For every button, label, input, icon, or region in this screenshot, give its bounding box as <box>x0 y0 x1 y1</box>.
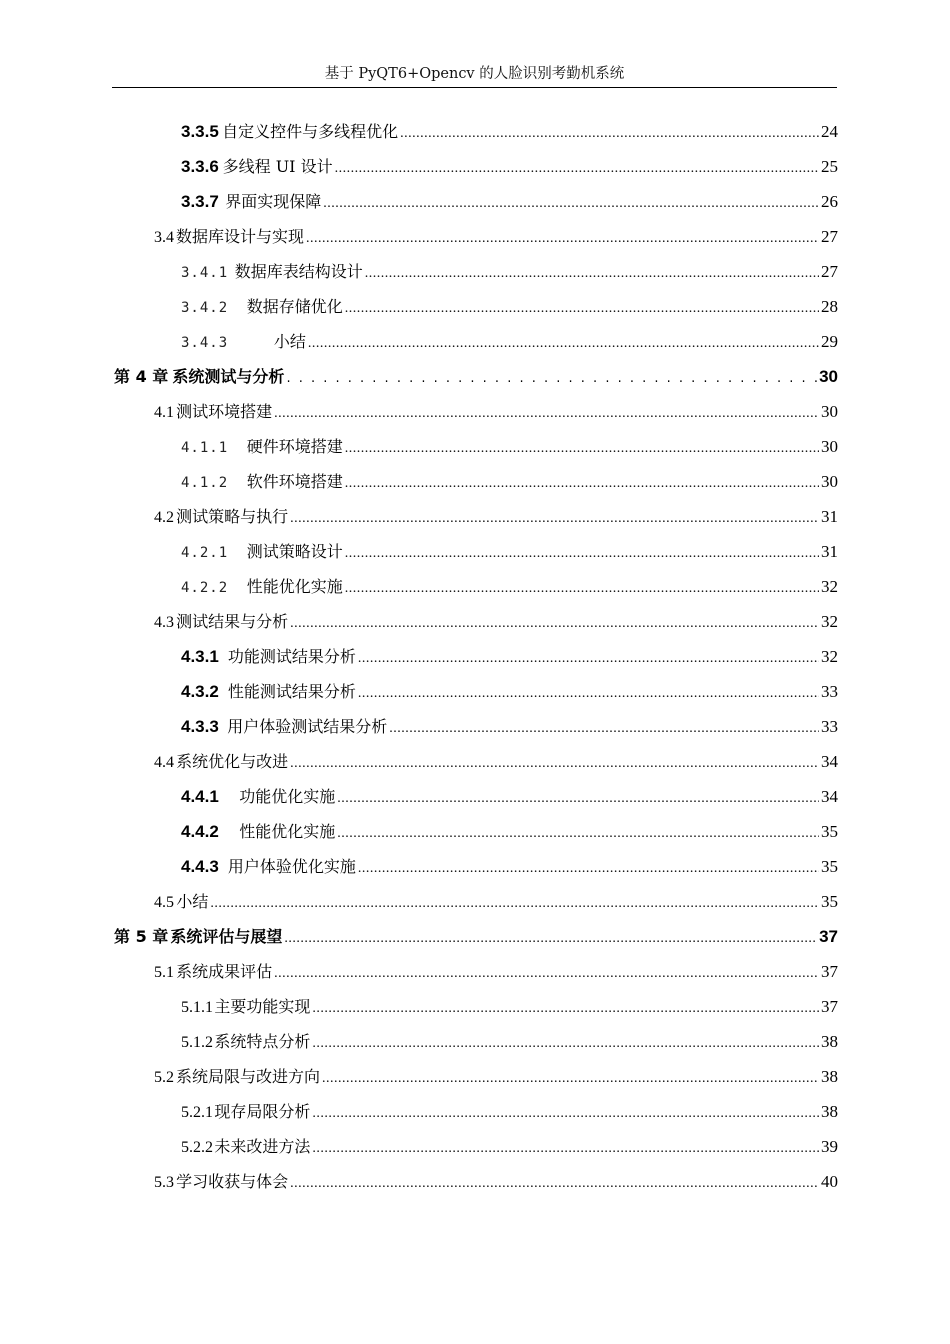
toc-page-number: 37 <box>821 962 838 981</box>
toc-page-number: 35 <box>821 857 838 876</box>
toc-entry-3-4-1[interactable] <box>181 254 838 289</box>
toc-leader <box>345 429 819 466</box>
toc-title: 用户体验测试结果分析 <box>227 717 388 736</box>
toc-page-number: 39 <box>821 1137 838 1156</box>
toc-leader <box>345 464 819 501</box>
toc-title: 系统局限与改进方向 <box>175 1067 320 1086</box>
toc-number: 4.3 <box>154 614 174 631</box>
toc-title: 主要功能实现 <box>214 997 311 1016</box>
toc-leader <box>286 359 817 396</box>
toc-number: 4.4.2 <box>181 822 219 841</box>
toc-page-number: 34 <box>821 787 838 806</box>
toc-number: 5.1.1 <box>181 999 213 1016</box>
toc-number: 3.3.7 <box>181 192 219 211</box>
toc-entry-5-1-2[interactable] <box>181 1024 838 1059</box>
toc-title: 数据库设计与实现 <box>176 227 305 246</box>
toc-leader <box>358 674 819 711</box>
toc-leader <box>274 394 819 431</box>
toc-number: 5.3 <box>154 1174 174 1191</box>
toc-title: 性能优化实施 <box>246 577 343 596</box>
toc-entry-5-1[interactable] <box>154 954 838 989</box>
toc-page-number: 26 <box>821 192 838 211</box>
toc-number: 4.5 <box>154 894 174 911</box>
toc-page-number: 38 <box>821 1102 838 1121</box>
toc-entry-4-3-2[interactable] <box>181 674 838 709</box>
toc-page-number: 24 <box>821 122 838 141</box>
toc-number: 5.2 <box>154 1069 174 1086</box>
toc-leader <box>274 954 819 991</box>
toc-page-number: 38 <box>821 1067 838 1086</box>
toc-title: 数据存储优化 <box>246 297 343 316</box>
toc-title: 学习收获与体会 <box>176 1172 289 1191</box>
toc-title: 未来改进方法 <box>214 1137 311 1156</box>
toc-entry-4-4-2[interactable] <box>181 814 838 849</box>
toc-page-number: 30 <box>821 437 838 456</box>
header-rule <box>112 87 837 88</box>
toc-leader <box>284 919 817 956</box>
toc-title: 性能优化实施 <box>239 822 336 841</box>
toc-number: 第 4 章 <box>114 367 169 386</box>
toc-title: 系统测试与分析 <box>172 367 285 386</box>
toc-entry-4-4-3[interactable] <box>181 849 838 884</box>
toc-entry-5-2-1[interactable] <box>181 1094 838 1129</box>
toc-page-number: 37 <box>819 927 838 946</box>
toc-number: 3.4.2 <box>181 300 229 316</box>
toc-page-number: 35 <box>821 892 838 911</box>
toc-leader <box>345 289 819 326</box>
toc-entry-4-3[interactable] <box>154 604 838 639</box>
toc-leader <box>337 779 819 816</box>
toc-title: 小结 <box>176 892 209 911</box>
toc-page-number: 33 <box>821 682 838 701</box>
toc-entry-4-2[interactable] <box>154 499 838 534</box>
toc-title: 系统优化与改进 <box>176 752 289 771</box>
toc-leader <box>290 499 819 536</box>
toc-number: 4.3.3 <box>181 717 219 736</box>
toc-leader <box>365 254 819 291</box>
toc-entry-4-3-1[interactable] <box>181 639 838 674</box>
toc-number: 3.3.5 <box>181 122 219 141</box>
toc-leader <box>389 709 819 746</box>
toc-number: 5.2.2 <box>181 1139 213 1156</box>
toc-number: 4.1.1 <box>181 440 229 456</box>
toc-number: 4.1.2 <box>181 475 229 491</box>
toc-title: 系统评估与展望 <box>170 927 283 946</box>
toc-number: 4.1 <box>154 404 174 421</box>
toc-title: 测试策略与执行 <box>176 507 289 526</box>
toc-entry-4-4[interactable] <box>154 744 838 779</box>
toc-leader <box>345 569 819 606</box>
toc-page-number: 31 <box>821 507 838 526</box>
toc-leader <box>358 639 819 676</box>
toc-entry-5-1-1[interactable] <box>181 989 838 1024</box>
toc-number: 4.2 <box>154 509 174 526</box>
toc-number: 5.1.2 <box>181 1034 213 1051</box>
toc-title: 系统成果评估 <box>176 962 273 981</box>
toc-page-number: 32 <box>821 647 838 666</box>
toc-leader <box>335 149 819 186</box>
toc-page-number: 31 <box>821 542 838 561</box>
running-header: 基于 PyQT6+Opencv 的人脸识别考勤机系统 <box>324 66 625 82</box>
toc-title: 现存局限分析 <box>214 1102 311 1121</box>
toc-page-number: 37 <box>821 997 838 1016</box>
toc-leader <box>312 989 819 1026</box>
toc-page-number: 27 <box>821 262 838 281</box>
toc-entry-4-1-2[interactable] <box>181 464 838 499</box>
toc-page-number: 30 <box>821 472 838 491</box>
toc-number: 4.2.2 <box>181 580 229 596</box>
toc-number: 5.1 <box>154 964 174 981</box>
toc-leader <box>323 184 819 221</box>
toc-number: 3.4.3 <box>181 335 229 351</box>
toc-title: 数据库表结构设计 <box>234 262 363 281</box>
toc-leader <box>312 1024 819 1061</box>
toc-leader <box>337 814 819 851</box>
toc-number: 4.4 <box>154 754 174 771</box>
toc-page-number: 30 <box>819 367 838 386</box>
toc-entry-3-4[interactable] <box>154 219 838 254</box>
toc-page-number: 27 <box>821 227 838 246</box>
toc-number: 3.4 <box>154 229 174 246</box>
toc-title: 软件环境搭建 <box>246 472 343 491</box>
toc-entry-3-3-5[interactable] <box>181 114 838 149</box>
toc-entry-3-3-6[interactable] <box>181 149 838 184</box>
toc-leader <box>312 1094 819 1131</box>
toc-number: 4.4.3 <box>181 857 219 876</box>
toc-entry-5-2-2[interactable] <box>181 1129 838 1164</box>
toc-page-number: 32 <box>821 577 838 596</box>
toc-number: 3.3.6 <box>181 157 219 176</box>
toc-entry-3-4-2[interactable] <box>181 289 838 324</box>
toc-page-number: 34 <box>821 752 838 771</box>
toc-entry-4-3-3[interactable] <box>181 709 838 744</box>
toc-leader <box>290 1164 819 1201</box>
toc-title: 用户体验优化实施 <box>227 857 356 876</box>
toc-title: 多线程 UI 设计 <box>222 157 333 176</box>
toc-entry-chapter-5[interactable] <box>114 919 838 954</box>
toc-entry-5-2[interactable] <box>154 1059 838 1094</box>
toc-entry-3-3-7[interactable] <box>181 184 838 219</box>
toc-number: 5.2.1 <box>181 1104 213 1121</box>
toc-number: 4.4.1 <box>181 787 219 806</box>
toc-title: 功能优化实施 <box>239 787 336 806</box>
toc-leader <box>308 324 819 361</box>
toc-leader <box>306 219 819 256</box>
toc-entry-4-4-1[interactable] <box>181 779 838 814</box>
toc-title: 性能测试结果分析 <box>227 682 356 701</box>
toc-page-number: 25 <box>821 157 838 176</box>
toc-number: 4.2.1 <box>181 545 229 561</box>
toc-title: 测试结果与分析 <box>176 612 289 631</box>
toc-leader <box>322 1059 819 1096</box>
toc-page-number: 29 <box>821 332 838 351</box>
toc-leader <box>290 604 819 641</box>
toc-page-number: 28 <box>821 297 838 316</box>
toc-entry-chapter-4[interactable] <box>114 359 838 394</box>
toc-leader <box>358 849 819 886</box>
toc-entry-5-3[interactable] <box>154 1164 838 1199</box>
toc-title: 小结 <box>273 332 306 351</box>
toc-leader <box>312 1129 819 1166</box>
toc-page-number: 35 <box>821 822 838 841</box>
toc-number: 3.4.1 <box>181 265 229 281</box>
toc-page-number: 30 <box>821 402 838 421</box>
toc-number: 4.3.1 <box>181 647 219 666</box>
toc-entry-4-1[interactable] <box>154 394 838 429</box>
toc-title: 界面实现保障 <box>225 192 322 211</box>
toc-page-number: 32 <box>821 612 838 631</box>
toc-leader <box>210 884 819 921</box>
toc-entry-4-5[interactable] <box>154 884 838 919</box>
toc-leader <box>345 534 819 571</box>
toc-title: 功能测试结果分析 <box>227 647 356 666</box>
toc-entry-4-2-1[interactable] <box>181 534 838 569</box>
toc-page-number: 38 <box>821 1032 838 1051</box>
toc-leader <box>400 114 819 151</box>
toc-entry-4-1-1[interactable] <box>181 429 838 464</box>
toc-title: 系统特点分析 <box>214 1032 311 1051</box>
toc-entry-3-4-3[interactable] <box>181 324 838 359</box>
toc-title: 硬件环境搭建 <box>246 437 343 456</box>
toc-title: 自定义控件与多线程优化 <box>222 122 399 141</box>
toc-page-number: 33 <box>821 717 838 736</box>
toc-number: 第 5 章 <box>114 927 169 946</box>
toc-title: 测试环境搭建 <box>176 402 273 421</box>
toc-entry-4-2-2[interactable] <box>181 569 838 604</box>
toc-page-number: 40 <box>821 1172 838 1191</box>
toc-leader <box>290 744 819 781</box>
toc-number: 4.3.2 <box>181 682 219 701</box>
toc-title: 测试策略设计 <box>246 542 343 561</box>
